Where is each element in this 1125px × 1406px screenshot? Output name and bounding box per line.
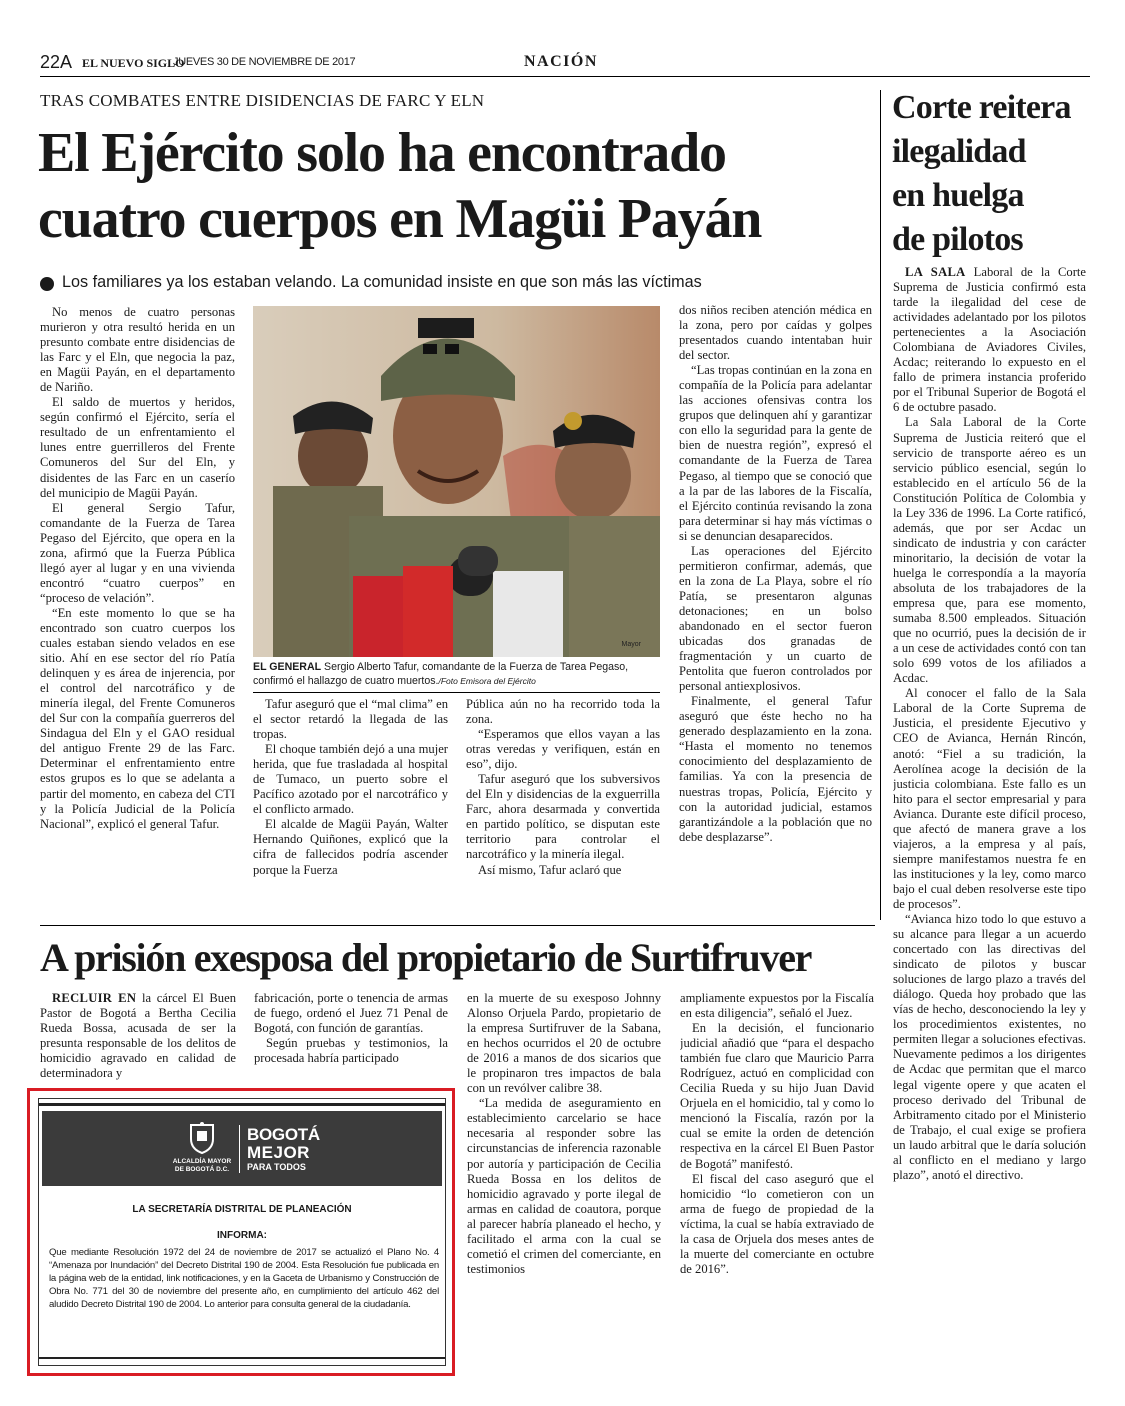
- bullet-icon: [40, 277, 54, 291]
- column-divider: [880, 90, 881, 920]
- paragraph: “La medida de aseguramiento en establecimiento carcelario se hace necesaria al responder sobre las circunstancias de inferencia razonable por autoría y participación de Cecilia Rueda Bossa en los delitos de homicidio agravado y porte ilegal de armas en calidad de coautora, porque al parecer habría planeado el hecho, y facilitado el arma con la cual se cometió el crimen del comerciante, en testimonios: [467, 1096, 661, 1276]
- paragraph: [40, 991, 236, 1081]
- issue-date: JUEVES 30 DE NOVIEMBRE DE 2017: [173, 56, 356, 68]
- paragraph: El alcalde de Magüi Payán, Walter Hernando Quiñones, explicó que la cifra de fallecidos podría ascender porque la Fuerza: [253, 817, 448, 877]
- paragraph: El general Sergio Tafur, comandante de la Fuerza de Tarea Pegaso del Ejército, que opera en la zona, afirmó que la Fuerza Pública llegó ayer al lugar y en una vivienda encontró “cuatro cuerpos” en “proceso de velación”.: [40, 500, 235, 605]
- paragraph: “Avianca hizo todo lo que estuvo a su alcance para llegar a un acuerdo concertado con las directivas del sindicato de pilotos y buscar soluciones de largo plazo a través del diálogo. Queda hoy probado que las vías de hecho, desconociendo la ley y los procedimientos existentes, no permiten llegar a soluciones efectivas. Nuevamente pedimos a los dirigentes de Acdac que permitan que el marco legal vigente opere y que acaten el proceso derivado del Tribunal de Arbitramento citado por el Ministerio de Trabajo, el cual exige se profiera un laudo arbitral que le daría solución al conflicto en el mediano y largo plazo”, anotó el directivo.: [893, 912, 1086, 1182]
- header-rule: [40, 76, 1090, 77]
- paragraph: En la decisión, el funcionario judicial añadió que “para el despacho también fue claro que Mauricio Parra Rodríguez, actuó en complicidad con Cecilia Rueda y su hijo Juan David Orjuela en el homicidio, tal y como lo mencionó la Fiscalía, razón por la cual se emite la orden de detención respectiva en la cárcel El Buen Pastor de Bogotá” manifestó.: [680, 1021, 874, 1171]
- second-headline: A prisión exesposa del propietario de Surtifruver: [40, 935, 812, 980]
- main-col-3: [466, 697, 660, 911]
- section-name: NACIÓN: [524, 53, 598, 70]
- logo-left-line1: ALCALDÍA MAYOR: [172, 1158, 232, 1165]
- paragraph: en la muerte de su exesposo Johnny Alonso Orjuela Pardo, propietario de la empresa Surtifruver de la Sabana, en hechos ocurridos el 20 de octubre de 2016 a manos de dos sicarios que le propinaron tres impactos de bala con un revólver calibre 38.: [467, 991, 661, 1096]
- paragraph: La Sala Laboral de la Corte Suprema de Justicia reiteró que el servicio de transporte aéreo es un servicio público esencial, según lo establecido en el artículo 56 de la Constitución Política de Colombia y la Ley 336 de 1996. La Corte ratificó, además, que por ser Acdac un sindicato de industria y con carácter minoritario, la decisión de votar la huelga le correspondía a la mayoría absoluta de los trabajadores de la empresa que, para ese momento, sumaba 8.500 empleados. Situación que no ocurrió, pues la decisión de ir a un cese de actividades contó con tan solo 699 votos de los afiliados a Acdac.: [893, 415, 1086, 686]
- paragraph: Así mismo, Tafur aclaró que: [478, 862, 622, 877]
- paragraph: “Esperamos que ellos vayan a las otras veredas y verifiquen, están en eso”, dijo.: [466, 727, 660, 772]
- paragraph: fabricación, porte o tenencia de armas de fuego, ordenó el Juez 71 Penal de Bogotá, con función de garantías.: [254, 991, 448, 1036]
- sidebar-first-text: Laboral de la Corte Suprema de Justicia confirmó esta tarde la ilegalidad del cese de actividades adelantado por los pilotos pertenecientes a la Asociación Colombiana de Aviadores Civiles, Acdac; reiterando lo expuesto en el fallo de primera instancia proferido por el Tribunal Superior de Bogotá el 6 de octubre pasado.: [893, 265, 1086, 415]
- main-col-4: [679, 303, 872, 911]
- logo-right-line3: PARA TODOS: [247, 1162, 306, 1172]
- second-first-text: la cárcel El Buen Pastor de Bogotá a Bertha Cecilia Rueda Bossa, acusada de ser la presunta responsable de los delitos de homicidio agravado en calidad de determinadora y: [40, 991, 236, 1081]
- paragraph: Finalmente, el general Tafur aseguró que éste hecho no ha generado desplazamiento en la zona. “Hasta el momento no tenemos conocimiento del desplazamiento de familias. Ya con la presencia de nuestras tropas, Policía, Ejército y con la autoridad judicial, estamos garantizándole a la población que no debe desplazarse”.: [679, 694, 872, 844]
- photo-caption: [253, 660, 660, 688]
- second-col-2: [254, 991, 448, 1081]
- news-photo: [253, 306, 660, 657]
- photo-caption-text: Sergio Alberto Tafur, comandante de la Fuerza de Tarea Pegaso, confirmó el hallazgo de cuatro muertos.: [253, 661, 629, 687]
- paragraph: El fiscal del caso aseguró que el homicidio “lo cometieron con un arma de fuego de propiedad de la víctima, la cual se había extraviado de la casa de Orjuela dos meses antes de la muerte del comerciante en octubre de 2016”.: [680, 1171, 874, 1276]
- paragraph: Según pruebas y testimonios, la procesada habría participado: [254, 1036, 448, 1066]
- notice-logo-band: [42, 1111, 442, 1186]
- main-headline-line2: cuatro cuerpos en Magüi Payán: [38, 188, 762, 250]
- paragraph: Tafur aseguró que los subversivos del Eln y disidencias de la exguerrilla Farc, ahora desarmada y convertida en partido político, se disputan este territorio para controlar el narcotráfico y la minería ilegal.: [466, 772, 660, 862]
- photo-illustration: [253, 306, 660, 657]
- main-headline: [38, 120, 868, 252]
- paragraph: Al conocer el fallo de la Sala Laboral de la Corte Suprema de Justicia, el presidente Ejecutivo y CEO de Avianca, Hernán Rincón, anotó: “Fiel a su tradición, la Aerolínea acoge la decisión de la justicia colombiana. Este fallo es un hito para el sector empresarial y para Avianca. Durante este difícil proceso, que afectó de manera grave a los viajeros, a la empresa y al país, siempre manifestamos nuestra fe en las instituciones y la ley, como marco bajo el cual deben resolverse este tipo de procesos”.: [893, 686, 1086, 911]
- page-header: [40, 52, 1090, 78]
- newspaper-name: EL NUEVO SIGLO: [82, 56, 185, 70]
- paragraph: Pública aún no ha recorrido toda la zona.: [466, 697, 660, 727]
- second-col-4: [680, 991, 874, 1381]
- second-lead: RECLUIR EN: [52, 991, 137, 1005]
- paragraph: Las operaciones del Ejército permitieron confirmar, además, que en la zona de La Playa, sobre el río Patía, se presentaron algunas detonaciones; en un bolso abandonado en el sector fueron ubicadas dos granadas de fragmentación y un cuarto de Pentolita que fueron controlados por personal antiexplosivos.: [679, 543, 872, 694]
- sidebar-headline-line: de pilotos: [892, 221, 1023, 258]
- sidebar-body: [893, 265, 1086, 1375]
- main-col-2: [253, 697, 448, 911]
- second-col-3: [467, 991, 661, 1381]
- logo-left-line2: DE BOGOTÁ D.C.: [174, 1166, 230, 1173]
- notice-bottom-rule: [39, 1357, 445, 1359]
- main-headline-line1: El Ejército solo ha encontrado: [38, 122, 726, 184]
- paragraph: “En este momento lo que se ha encontrado son cuatro cuerpos los cuales estaban siendo velados en ese sitio. Ahí en ese sector del río Patía delinquen y es área de injerencia, por el control del narcotráfico y de minería ilegal, del Frente Comuneros del Sur con la compañía guerreros del Sindagua del Eln y el GAO residual del antiguo Frente 29 de las Farc. Determinar el enfrentamiento entre estos grupos es lo que se adelanta a partir del momento, en cabeza del CTI y la Policía Judicial de la Policía Nacional”, explicó el general Tafur.: [40, 605, 235, 831]
- sidebar-headline-line: ilegalidad: [892, 133, 1026, 170]
- photo-credit: /Foto Emisora del Ejército: [438, 676, 536, 686]
- notice-body: Que mediante Resolución 1972 del 24 de noviembre de 2017 se actualizó el Plano No. 4 “Amenaza por Inundación” del Decreto Distrital 190 de 2004. Esta Resolución fue publicada en la página web de la entidad, link notificaciones, y en la Gaceta de Urbanismo y Construcción de Obra No. 771 del 30 de noviembre del presente año, en cumplimiento del artículo 462 del aludido Decreto Distrital 190 de 2004. Lo anterior para consulta general de la ciudadanía.: [49, 1247, 439, 1311]
- sidebar-headline-line: en huelga: [892, 177, 1024, 214]
- paragraph: No menos de cuatro personas murieron y otra resultó herida en un presunto combate entre disidencias de las Farc y el Eln, que negocia la paz, en Magüi Payán, en el departamento de Nariño.: [40, 305, 235, 395]
- notice-informa: INFORMA:: [217, 1230, 267, 1241]
- logo-right-line1: BOGOTÁ: [247, 1125, 320, 1144]
- logo-right-line2: MEJOR: [247, 1143, 310, 1162]
- paragraph: El saldo de muertos y heridos, según confirmó el Ejército, sería el resultado de un enfrentamiento el lunes entre guerrilleros del Frente Comuneros del Sur del Eln, y disidentes de las Farc en un caserío del municipio de Magüi Payán.: [40, 395, 235, 500]
- photo-caption-lead: EL GENERAL: [253, 661, 322, 673]
- coat-of-arms-icon: [187, 1121, 217, 1155]
- logo-divider: [239, 1125, 240, 1173]
- notice-advert: [38, 1098, 446, 1366]
- paragraph: “Las tropas continúan en la zona en compañía de la Policía para adelantar las acciones ofensivas contra los grupos que delinquen ahí y garantizar con ello la seguridad para la gente de bien de nuestra región”, expresó el comandante de la Fuerza de Tarea Pegaso, al tiempo que se conoció que a la par de las labores de la Fiscalía, el Ejército continúa revisando la zona para determinar si hay más víctimas o si se denuncian desaparecidos.: [679, 363, 872, 543]
- sidebar-headline: [892, 86, 1092, 262]
- section-rule: [40, 925, 875, 926]
- second-col-1: [40, 991, 236, 1081]
- notice-top-rule: [39, 1103, 445, 1106]
- paragraph: ampliamente expuestos por la Fiscalía en esta diligencia”, señaló el Juez.: [680, 991, 874, 1021]
- paragraph: dos niños reciben atención médica en la zona, pero por caídas y golpes presentados cuando intentaban huir del sector.: [679, 303, 872, 363]
- photo-watermark: Mayor: [621, 641, 641, 648]
- paragraph: [893, 265, 1086, 415]
- paragraph: El choque también dejó a una mujer herida, que fue trasladada al hospital de Tumaco, un puerto sobre el Pacífico azotado por el narcotráfico y el conflicto armado.: [253, 742, 448, 817]
- sidebar-headline-line: Corte reitera: [892, 89, 1071, 126]
- caption-rule: [253, 692, 660, 693]
- paragraph: Tafur aseguró que el “mal clima” en el sector retardó la llegada de las tropas.: [253, 697, 448, 742]
- page-number: 22A: [40, 52, 73, 72]
- subhead-text: Los familiares ya los estaban velando. La comunidad insiste en que son más las víctimas: [62, 273, 702, 291]
- sidebar-lead: LA SALA: [905, 265, 966, 279]
- main-col-1: [40, 305, 235, 911]
- kicker: TRAS COMBATES ENTRE DISIDENCIAS DE FARC Y ELN: [40, 91, 485, 110]
- notice-title: LA SECRETARÍA DISTRITAL DE PLANEACIÓN: [132, 1204, 352, 1215]
